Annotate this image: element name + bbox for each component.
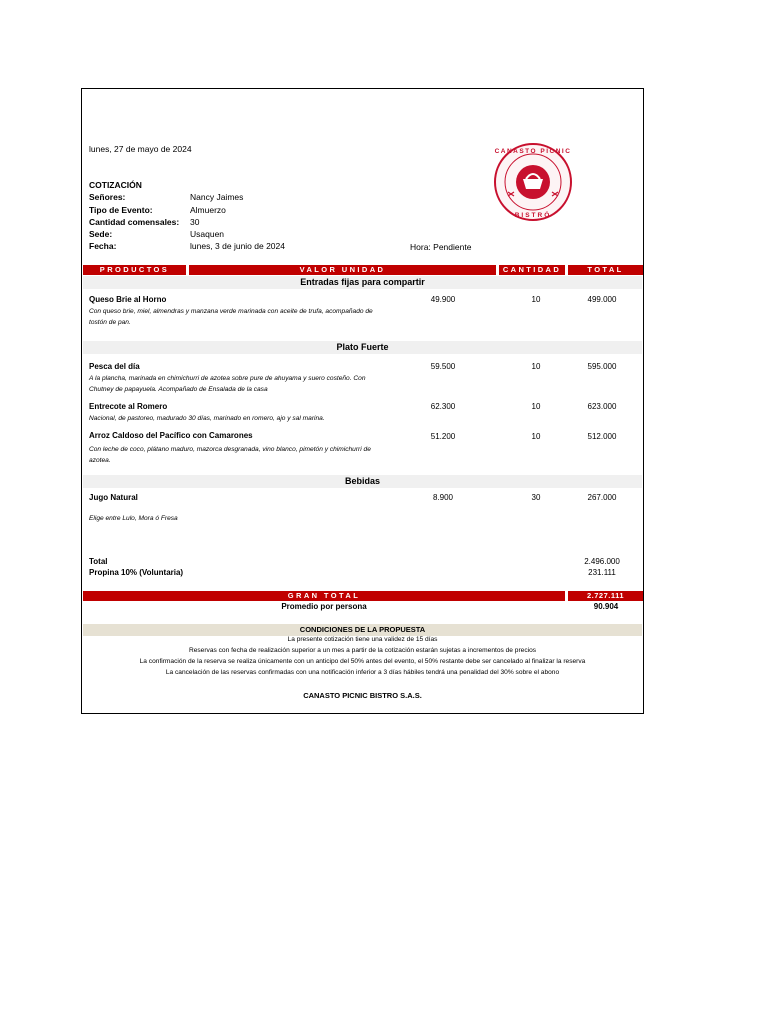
gran-total-value: 2.727.111 — [568, 591, 643, 601]
item-price: 62.300 — [430, 402, 456, 411]
total-value: 2.496.000 — [584, 557, 620, 566]
field-value-comensales: 30 — [190, 217, 200, 227]
item-name: Entrecote al Romero — [89, 402, 168, 411]
field-label-comensales: Cantidad comensales: — [89, 217, 180, 227]
propina-label: Propina 10% (Voluntaria) — [89, 568, 184, 577]
item-description: A la plancha, marinada en chimichurri de azotea sobre pure de ahuyama y suero costeño. Con Chutney de papayuela. Acompañado de Ensalada de la casa — [89, 375, 366, 393]
item-price: 8.900 — [432, 493, 454, 502]
section-plato-fuerte: Plato Fuerte — [83, 341, 642, 354]
gran-total-label: GRAN TOTAL — [83, 591, 565, 601]
quote-date: lunes, 27 de mayo de 2024 — [89, 144, 192, 154]
item-quantity: 10 — [531, 295, 541, 304]
hora-label: Hora: Pendiente — [410, 242, 472, 252]
item-description: Nacional, de pastoreo, madurado 30 días, marinado en romero, ajo y sal marina. — [89, 415, 325, 422]
canasto-picnic-logo — [492, 141, 574, 223]
item-description: Elige entre Lulo, Mora ó Fresa — [89, 515, 178, 522]
item-name: Jugo Natural — [89, 493, 138, 502]
total-label: Total — [89, 557, 108, 566]
field-value-sede: Usaquen — [190, 229, 225, 239]
field-label-tipo-evento: Tipo de Evento: — [89, 205, 153, 215]
field-label-sede: Sede: — [89, 229, 113, 239]
item-total: 623.000 — [587, 402, 617, 411]
section-entradas: Entradas fijas para compartir — [83, 276, 642, 289]
field-value-tipo-evento: Almuerzo — [190, 205, 226, 215]
promedio-label: Promedio por persona — [281, 602, 367, 611]
item-quantity: 10 — [531, 402, 541, 411]
company-name: CANASTO PICNIC BISTRO S.A.S. — [303, 691, 422, 700]
field-value-fecha: lunes, 3 de junio de 2024 — [190, 241, 285, 251]
condition-line: La cancelación de las reservas confirmadas con una notificación inferior a 3 días hábiles tendrá una penalidad del 30% sobre el abono — [165, 669, 560, 676]
picnic-basket-icon — [492, 141, 574, 223]
column-cantidad: CANTIDAD — [499, 265, 565, 275]
column-productos: PRODUCTOS — [83, 265, 186, 275]
condition-line: La presente cotización tiene una validez de 15 días — [287, 636, 438, 643]
item-price: 59.500 — [430, 362, 456, 371]
propina-value: 231.111 — [588, 568, 616, 577]
quote-title: COTIZACIÓN — [89, 180, 142, 190]
condition-line: Reservas con fecha de realización superior a un mes a partir de la cotización estarán sujetas a incrementos de precios — [188, 647, 537, 654]
field-value-senores: Nancy Jaimes — [190, 192, 244, 202]
item-quantity: 30 — [531, 493, 541, 502]
item-name: Queso Brie al Horno — [89, 295, 167, 304]
promedio-value: 90.904 — [593, 602, 619, 611]
item-quantity: 10 — [531, 432, 541, 441]
field-label-fecha: Fecha: — [89, 241, 117, 251]
section-bebidas: Bebidas — [83, 475, 642, 488]
item-name: Arroz Caldoso del Pacífico con Camarones — [89, 431, 253, 440]
item-price: 49.900 — [430, 295, 456, 304]
column-total: TOTAL — [568, 265, 643, 275]
item-price: 51.200 — [430, 432, 456, 441]
svg-text:BISTRÓ: BISTRÓ — [514, 212, 552, 219]
item-description: Con leche de coco, plátano maduro, mazorca desgranada, vino blanco, pimetón y chimichurri de azotea. — [89, 446, 371, 464]
quotation-page — [81, 88, 644, 714]
svg-text:CANASTO PICNIC: CANASTO PICNIC — [494, 148, 572, 155]
item-total: 267.000 — [587, 493, 617, 502]
item-total: 512.000 — [587, 432, 617, 441]
condition-line: La confirmación de la reserva se realiza únicamente con un anticipo del 50% antes del evento, el 50% restante debe ser cancelado al finalizar la reserva — [139, 658, 586, 665]
item-name: Pesca del día — [89, 362, 140, 371]
item-description: Con queso brie, miel, almendras y manzana verde marinada con aceite de trufa, acompañado de tostón de pan. — [89, 308, 373, 326]
item-quantity: 10 — [531, 362, 541, 371]
conditions-title: CONDICIONES DE LA PROPUESTA — [83, 624, 642, 636]
column-valor-unidad: VALOR UNIDAD — [189, 265, 496, 275]
item-total: 595.000 — [587, 362, 617, 371]
field-label-senores: Señores: — [89, 192, 126, 202]
item-total: 499.000 — [587, 295, 617, 304]
